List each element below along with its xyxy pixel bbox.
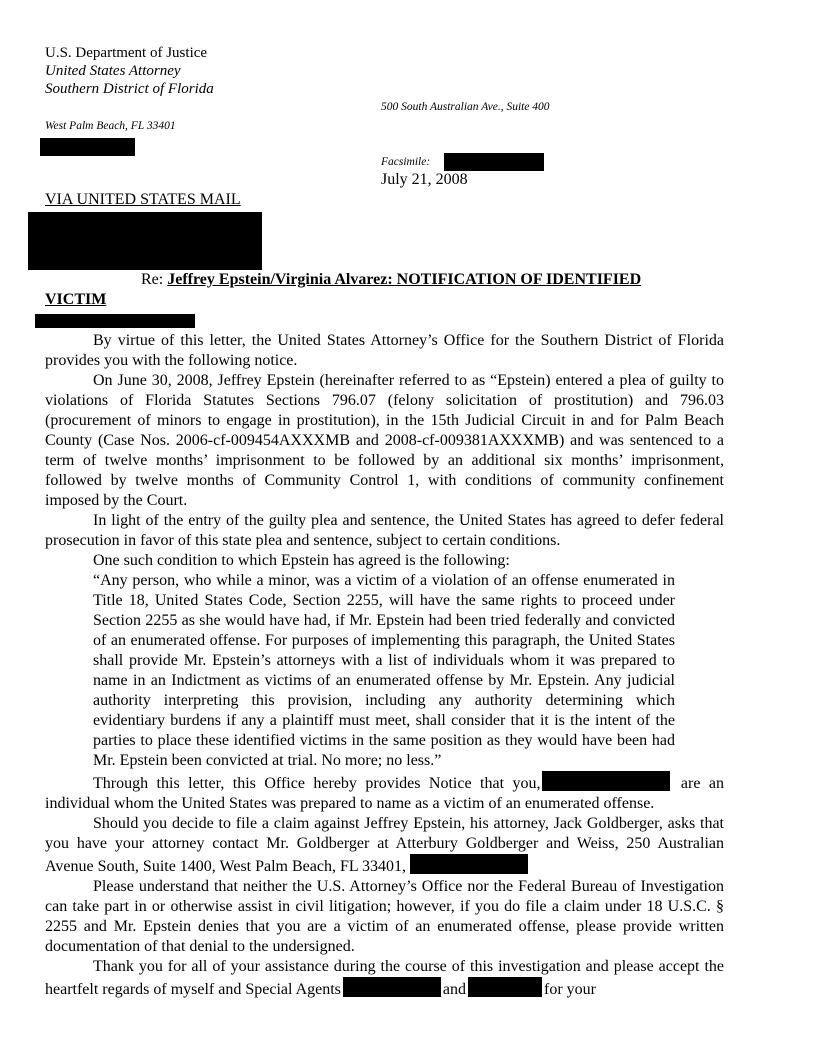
- city-state-zip: West Palm Beach, FL 33401: [45, 120, 176, 132]
- subject-title: Jeffrey Epstein/Virginia Alvarez: NOTIFICATION OF IDENTIFIED: [167, 271, 642, 288]
- redaction-box: [35, 314, 195, 328]
- paragraph: [45, 814, 724, 877]
- department-name: U.S. Department of Justice: [45, 45, 208, 61]
- agent-name-redaction: [468, 977, 542, 997]
- paragraph: [45, 957, 724, 1000]
- street-address: 500 South Australian Ave., Suite 400: [381, 101, 550, 113]
- notice-text: Through this letter, this Office hereby provides Notice that you,: [93, 775, 541, 792]
- letter-body: [45, 331, 724, 1000]
- paragraph: On June 30, 2008, Jeffrey Epstein (hereinafter referred to as “Epstein) entered a plea of guilty to violations of Florida Statutes Sections 796.07 (felony solicitation of prostitution) and 796.03 (procurement of minors to engage in prostitution), in the 15th Judicial Circuit in and for Palm Beach County (Case Nos. 2006-cf-009454AXXXMB and 2008-cf-009381AXXXMB) and was sentenced to a term of twelve months’ imprisonment to be followed by an additional six months’ imprisonment, followed by twelve months of Community Control 1, with conditions of community confinement imposed by the Court.: [45, 372, 724, 509]
- subject-title-continued: VICTIM: [45, 291, 107, 308]
- recipient-address-redaction: [28, 212, 262, 270]
- block-quote: “Any person, who while a minor, was a victim of a violation of an offense enumerated in Title 18, United States Code, Section 2255, will have the same rights to proceed under Section 2255 as she would have had, if Mr. Epstein had been tried federally and convicted of an enumerated offense. For purposes of implementing this paragraph, the United States shall provide Mr. Epstein’s attorneys with a list of individuals whom it was prepared to name in an Indictment as victims of an enumerated offense by Mr. Epstein. Any judicial authority interpreting this provision, including any authority determining which evidentiary burdens if any a plaintiff must meet, shall consider that it is the intent of the parties to place these identified victims in the same position as they would have been had Mr. Epstein been convicted at trial. No more; no less.”: [93, 572, 675, 769]
- delivery-method: VIA UNITED STATES MAIL: [45, 191, 241, 208]
- closing-and: and: [442, 981, 467, 998]
- phone-redaction: [410, 854, 528, 874]
- redaction-box: [40, 138, 135, 156]
- paragraph: [45, 771, 724, 814]
- facsimile-label: Facsimile:: [381, 156, 431, 168]
- subject-line: [141, 271, 641, 289]
- victim-name-redaction: [542, 771, 670, 791]
- office-name: United States Attorney: [45, 63, 181, 79]
- attorney-contact-text: Should you decide to file a claim against Jeffrey Epstein, his attorney, Jack Goldberger, asks that you have your attorney contact Mr. Goldberger at Atterbury Goldberger and Weiss, 250 Australian Avenue South, Suite 1400, West Palm Beach, FL 33401,: [45, 815, 724, 875]
- notice-text-continued: are an individual whom the United States was prepared to name as a victim of an enumerated offense.: [45, 775, 725, 812]
- closing-text-continued: for your: [544, 981, 596, 998]
- district-name: Southern District of Florida: [45, 81, 214, 97]
- redaction-box: [444, 153, 544, 171]
- paragraph: In light of the entry of the guilty plea and sentence, the United States has agreed to defer federal prosecution in favor of this state plea and sentence, subject to certain conditions.: [45, 512, 724, 549]
- closing-text: Thank you for all of your assistance during the course of this investigation and please accept the heartfelt regards of myself and Special Agents: [45, 958, 724, 998]
- paragraph: One such condition to which Epstein has agreed is the following:: [93, 552, 510, 569]
- agent-name-redaction: [343, 977, 441, 997]
- paragraph: By virtue of this letter, the United States Attorney’s Office for the Southern District of Florida provides you with the following notice.: [45, 332, 724, 369]
- letter-date: July 21, 2008: [381, 171, 468, 188]
- subject-prefix: Re:: [141, 271, 168, 288]
- paragraph: Please understand that neither the U.S. Attorney’s Office nor the Federal Bureau of Investigation can take part in or otherwise assist in civil litigation; however, if you do file a claim under 18 U.S.C. § 2255 and Mr. Epstein denies that you are a victim of an enumerated offense, please provide written documentation of that denial to the undersigned.: [45, 878, 724, 955]
